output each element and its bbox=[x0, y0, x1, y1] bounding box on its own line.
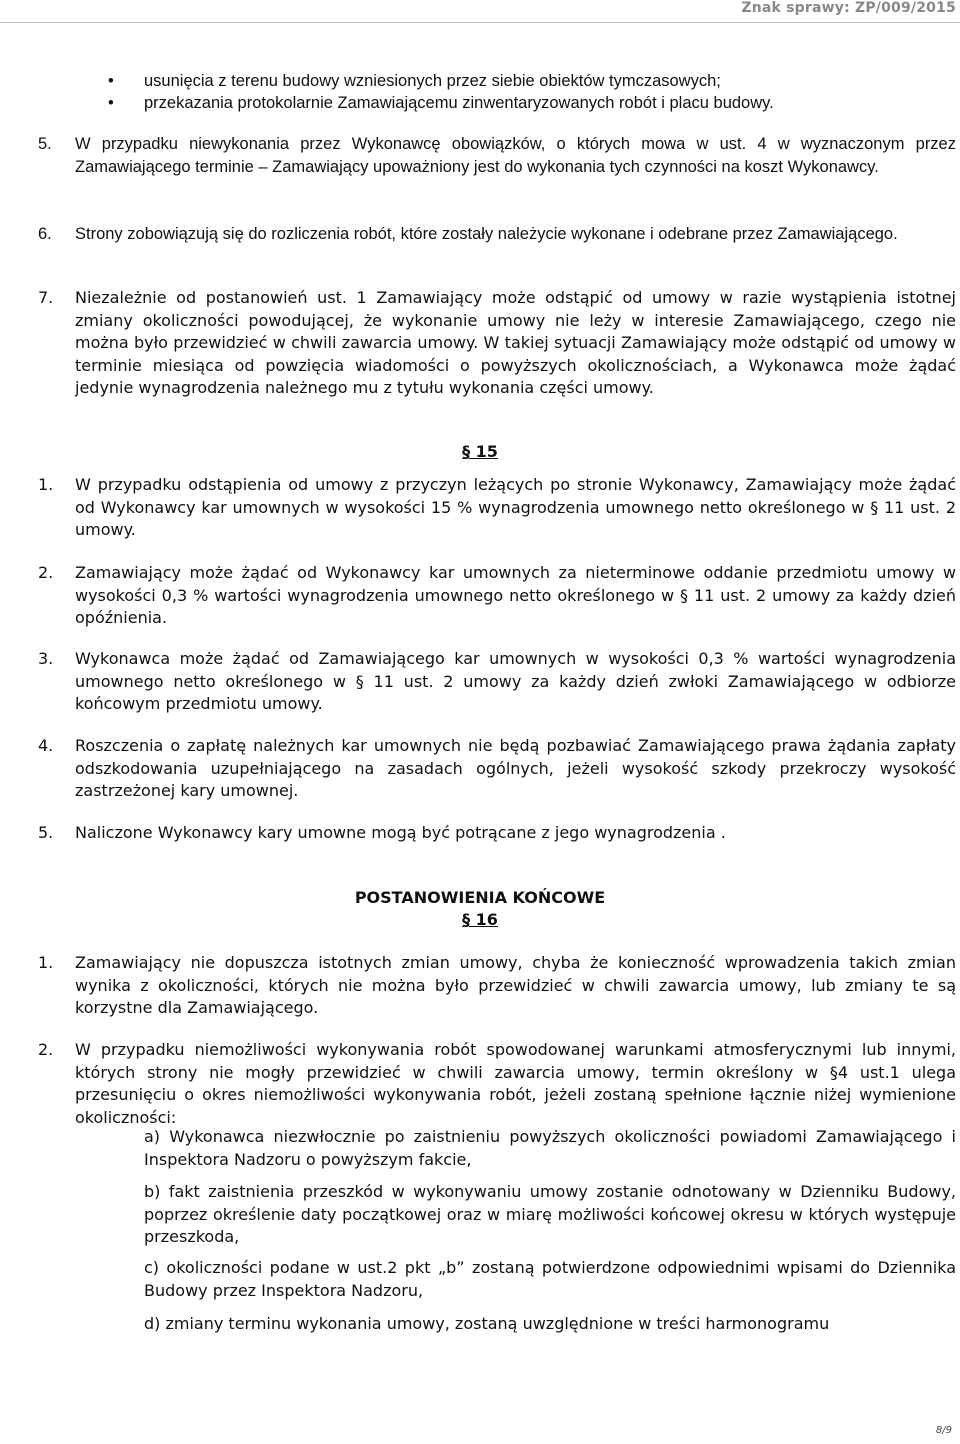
paragraph-number: 2. bbox=[38, 563, 54, 582]
bullet-text: usunięcia z terenu budowy wzniesionych przez siebie obiektów tymczasowych; bbox=[144, 72, 721, 90]
paragraph-text: W przypadku odstąpienia od umowy z przyczyn leżących po stronie Wykonawcy, Zamawiający może żądać od Wykonawcy kar umownych w wysokości 15 % wynagrodzenia umownego netto określonego w § 11 ust. 2 umowy. bbox=[75, 475, 956, 539]
section-15-heading: § 15 bbox=[462, 442, 498, 461]
section-16-heading: § 16 bbox=[462, 910, 498, 929]
page-header bbox=[0, 0, 960, 23]
final-item-1 bbox=[38, 952, 956, 1020]
paragraph-text: Roszczenia o zapłatę należnych kar umownych nie będą pozbawiać Zamawiającego prawa żądania zapłaty odszkodowania uzupełniającego na zasadach ogólnych, jeżeli wysokość szkody przekroczy wysokość zastrzeżonej kary umownej. bbox=[75, 736, 956, 800]
paragraph-text: Wykonawca może żądać od Zamawiającego kar umownych w wysokości 0,3 % wartości wynagrodzenia umownego netto określonego w § 11 ust. 2 umowy za każdy dzień zwłoki Zamawiającego w odbiorze końcowym przedmiotu umowy. bbox=[75, 649, 956, 713]
final-provisions-title: POSTANOWIENIA KOŃCOWE bbox=[354, 888, 606, 907]
penalty-item-3 bbox=[38, 648, 956, 716]
paragraph-number: 7. bbox=[38, 288, 54, 307]
paragraph-text: Zamawiający może żądać od Wykonawcy kar umownych za nieterminowe oddanie przedmiotu umowy w wysokości 0,3 % wartości wynagrodzenia umownego netto określonego w § 11 ust. 2 umowy za każdy dzień opóźnienia. bbox=[75, 563, 956, 627]
paragraph-text: W przypadku niemożliwości wykonywania robót spowodowanej warunkami atmosferycznymi lub innymi, których strony nie mogły przewidzieć w chwili zawarcia umowy, termin określony w §4 ust.1 ulega przesunięciu o okres niemożliwości wykonywania robót, jeżeli zostaną spełnione łącznie niżej wymienione okoliczności: bbox=[75, 1040, 956, 1127]
paragraph-number: 6. bbox=[38, 225, 52, 243]
paragraph-text: Niezależnie od postanowień ust. 1 Zamawiający może odstąpić od umowy w razie wystąpienia istotnej zmiany okoliczności powodującej, że wykonanie umowy nie leży w interesie Zamawiającego, czego nie można było przewidzieć w chwili zawarcia umowy. W takiej sytuacji Zamawiający może odstąpić od umowy w terminie miesiąca od powzięcia wiadomości o powyższych okolicznościach, a Wykonawca może żądać jedynie wynagrodzenia należnego mu z tytułu wykonania części umowy. bbox=[75, 288, 956, 397]
penalty-item-4 bbox=[38, 735, 956, 803]
bullet-text: przekazania protokolarnie Zamawiającemu zinwentaryzowanych robót i placu budowy. bbox=[144, 94, 774, 112]
paragraph-6 bbox=[38, 223, 956, 246]
penalty-item-2 bbox=[38, 562, 956, 630]
paragraph-text: Strony zobowiązują się do rozliczenia robót, które zostały należycie wykonane i odebrane przez Zamawiającego. bbox=[75, 225, 898, 243]
paragraph-number: 4. bbox=[38, 736, 54, 755]
paragraph-5 bbox=[38, 133, 956, 178]
list-item bbox=[108, 92, 948, 115]
subitem-c: c) okoliczności podane w ust.2 pkt „b” zostaną potwierdzone odpowiednimi wpisami do Dziennika Budowy przez Inspektora Nadzoru, bbox=[144, 1258, 956, 1300]
paragraph-text: Naliczone Wykonawcy kary umowne mogą być potrącane z jego wynagrodzenia . bbox=[75, 823, 726, 842]
penalty-item-5 bbox=[38, 822, 956, 845]
paragraph-number: 2. bbox=[38, 1040, 54, 1059]
case-number: Znak sprawy: ZP/009/2015 bbox=[741, 0, 956, 16]
paragraph-number: 1. bbox=[38, 475, 54, 494]
list-item bbox=[108, 70, 948, 93]
subitem-d: d) zmiany terminu wykonania umowy, zostaną uwzględnione w treści harmonogramu bbox=[144, 1314, 830, 1333]
final-item-2 bbox=[38, 1039, 956, 1129]
page-number: 8/9 bbox=[935, 1425, 952, 1436]
bullet-icon: • bbox=[108, 94, 114, 112]
paragraph-number: 1. bbox=[38, 953, 54, 972]
penalty-item-1 bbox=[38, 474, 956, 542]
paragraph-number: 5. bbox=[38, 823, 54, 842]
subitem-a: a) Wykonawca niezwłocznie po zaistnieniu powyższych okoliczności powiadomi Zamawiającego i Inspektora Nadzoru o powyższym fakcie, bbox=[144, 1127, 956, 1169]
paragraph-text: W przypadku niewykonania przez Wykonawcę obowiązków, o których mowa w ust. 4 w wyznaczonym przez Zamawiającego terminie – Zamawiający upoważniony jest do wykonania tych czynności na koszt Wykonawcy. bbox=[75, 135, 956, 176]
subitem-b: b) fakt zaistnienia przeszkód w wykonywaniu umowy zostanie odnotowany w Dzienniku Budowy, poprzez określenie daty początkowej oraz w miarę możliwości końcowej okresu w których występuje przeszkoda, bbox=[144, 1182, 956, 1246]
paragraph-7 bbox=[38, 287, 956, 400]
paragraph-number: 5. bbox=[38, 135, 52, 153]
bullet-icon: • bbox=[108, 72, 114, 90]
paragraph-text: Zamawiający nie dopuszcza istotnych zmian umowy, chyba że konieczność wprowadzenia takich zmian wynika z okoliczności, których nie można było przewidzieć w chwili zawarcia umowy, lub zmiany te są korzystne dla Zamawiającego. bbox=[75, 953, 956, 1017]
paragraph-number: 3. bbox=[38, 649, 54, 668]
